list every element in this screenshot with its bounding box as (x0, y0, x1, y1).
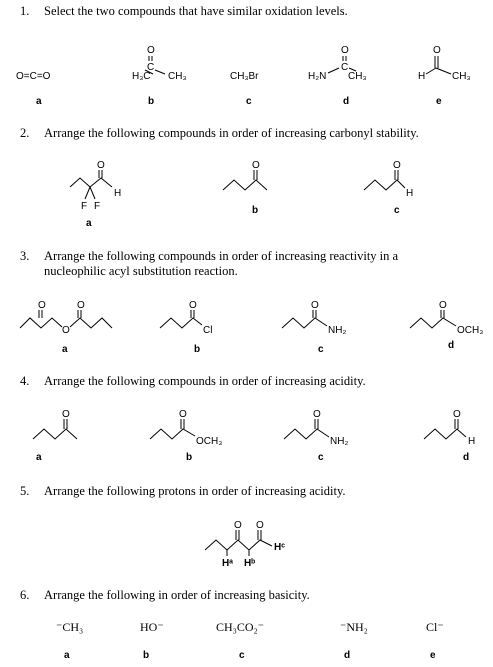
label-c: c (318, 452, 324, 463)
q1-acetone (132, 45, 187, 82)
question-number: 5. (20, 484, 30, 498)
q3-b-acyl-chloride (160, 300, 212, 336)
o: O (62, 325, 70, 336)
label-a: a (62, 344, 68, 355)
ald-o: O (433, 45, 441, 56)
question-text-line2: nucleophilic acyl substitution reaction. (44, 264, 238, 278)
amide-right: CH₃ (348, 71, 367, 82)
q1-ch3br (230, 71, 259, 82)
label-a: a (86, 218, 92, 229)
ald-left: H (418, 71, 426, 82)
label-d: d (463, 452, 470, 463)
co2-formula: O=C=O (16, 71, 51, 82)
o: O (62, 409, 70, 420)
species-a: ⁻CH₃ (56, 620, 84, 634)
q3-c-amide (282, 300, 346, 336)
label-e: e (430, 650, 436, 661)
o: O (439, 300, 447, 311)
amide-left: H₂N (308, 71, 327, 82)
ch3br-formula: CH₃Br (230, 71, 259, 82)
q4-c-amide (284, 409, 348, 447)
nh2: NH₂ (328, 325, 347, 336)
proton-c: Hᶜ (274, 542, 286, 553)
o: O (179, 409, 187, 420)
o: O (77, 300, 85, 311)
question-text: Arrange the following in order of increasing basicity. (44, 588, 310, 602)
question-number: 3. (20, 249, 30, 263)
species-d: ⁻NH₂ (340, 620, 368, 634)
och3: OCH₃ (196, 436, 223, 447)
q4-a-ketone (33, 409, 77, 439)
question-number: 4. (20, 374, 30, 388)
species-c: CH₃CO₂⁻ (216, 620, 265, 634)
q1-co2 (16, 71, 51, 82)
label-d: d (448, 340, 455, 351)
label-a: a (64, 650, 70, 661)
question-number: 6. (20, 588, 30, 602)
q2-c-aldehyde (364, 160, 413, 199)
cl: Cl (203, 325, 213, 336)
label-c: c (394, 205, 400, 216)
ald-right: CH₃ (452, 71, 471, 82)
q5-diketone (205, 520, 285, 569)
proton-b: Hᵇ (244, 558, 256, 569)
label-b: b (148, 96, 155, 107)
label-e: e (436, 96, 442, 107)
q3-a-anhydride (20, 300, 112, 336)
o: O (97, 160, 105, 171)
acetone-left: H₃C (132, 71, 151, 82)
nh2: NH₂ (330, 436, 349, 447)
question-text: Arrange the following protons in order of increasing acidity. (44, 484, 346, 498)
acetone-o: O (147, 45, 155, 56)
label-b: b (252, 205, 259, 216)
question-text: Arrange the following compounds in order of increasing reactivity in a (44, 249, 399, 263)
proton-a: Hᵃ (222, 558, 233, 569)
q2-b-ketone (223, 160, 267, 190)
q2-a-difluoro-aldehyde (70, 160, 121, 212)
o: O (189, 300, 197, 311)
label-d: d (344, 650, 351, 661)
amide-o: O (341, 45, 349, 56)
label-a: a (36, 452, 42, 463)
question-text: Arrange the following compounds in order of increasing acidity. (44, 374, 366, 388)
o: O (453, 409, 461, 420)
o: O (313, 409, 321, 420)
question-text: Arrange the following compounds in order of increasing carbonyl stability. (44, 126, 419, 140)
label-a: a (36, 96, 42, 107)
question-number: 2. (20, 126, 30, 140)
o: O (256, 520, 264, 531)
o: O (38, 300, 46, 311)
h: H (406, 188, 414, 199)
species-b: HO⁻ (140, 620, 164, 634)
acetone-c: C (147, 62, 155, 73)
h: H (114, 188, 122, 199)
o: O (311, 300, 319, 311)
f1: F (81, 201, 88, 212)
q4-d-aldehyde (424, 409, 475, 447)
label-c: c (246, 96, 252, 107)
label-c: c (318, 344, 324, 355)
och3: OCH₃ (457, 325, 484, 336)
question-text: Select the two compounds that have similar oxidation levels. (44, 4, 348, 18)
o: O (393, 160, 401, 171)
f2: F (94, 201, 101, 212)
label-b: b (143, 650, 150, 661)
h: H (468, 436, 476, 447)
q3-d-ester (410, 300, 483, 336)
label-c: c (239, 650, 245, 661)
label-b: b (194, 344, 201, 355)
o: O (234, 520, 242, 531)
q4-b-ester (150, 409, 222, 447)
q1-acetaldehyde (418, 45, 471, 82)
species-e: Cl⁻ (426, 620, 444, 634)
o: O (252, 160, 260, 171)
acetone-right: CH₃ (168, 71, 187, 82)
label-b: b (186, 452, 193, 463)
label-d: d (343, 96, 350, 107)
amide-c: C (341, 62, 349, 73)
question-number: 1. (20, 4, 30, 18)
q1-acetamide (308, 45, 367, 82)
